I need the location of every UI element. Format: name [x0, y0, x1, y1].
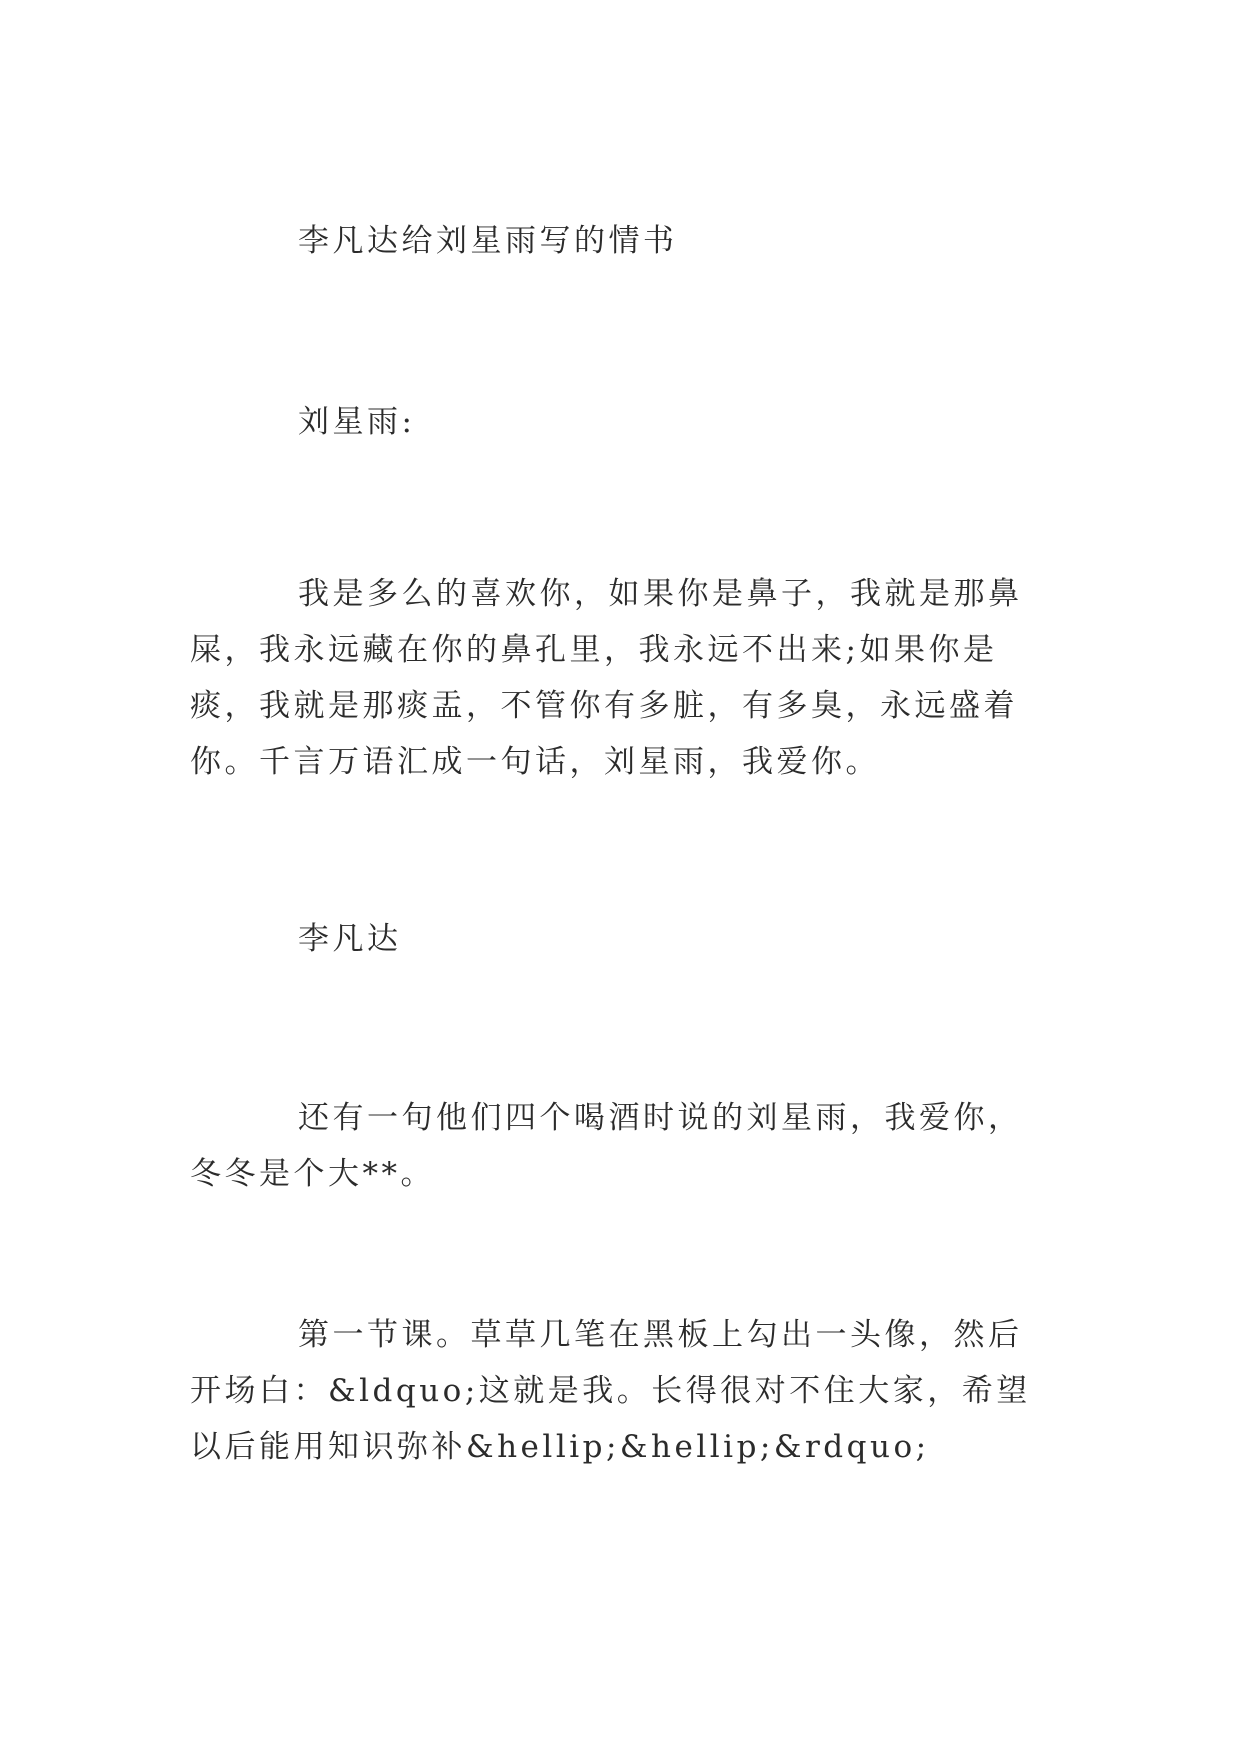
salutation: 刘星雨:: [298, 404, 416, 440]
signature: 李凡达: [298, 921, 402, 957]
document-title: 李凡达给刘星雨写的情书: [298, 223, 678, 259]
class-paragraph: 第一节课。草草几笔在黑板上勾出一头像，然后开场白：&ldquo;这就是我。长得很对不住大家，希望以后能用知识弥补&hellip;&hellip;&rdquo;: [190, 1317, 1031, 1465]
extra-paragraph: 还有一句他们四个喝酒时说的刘星雨，我爱你，冬冬是个大**。: [190, 1100, 1023, 1192]
letter-body: 我是多么的喜欢你，如果你是鼻子，我就是那鼻屎，我永远藏在你的鼻孔里，我永远不出来;如果你是痰，我就是那痰盂，不管你有多脏，有多臭，永远盛着你。千言万语汇成一句话，刘星雨，我爱你。: [190, 576, 1023, 780]
